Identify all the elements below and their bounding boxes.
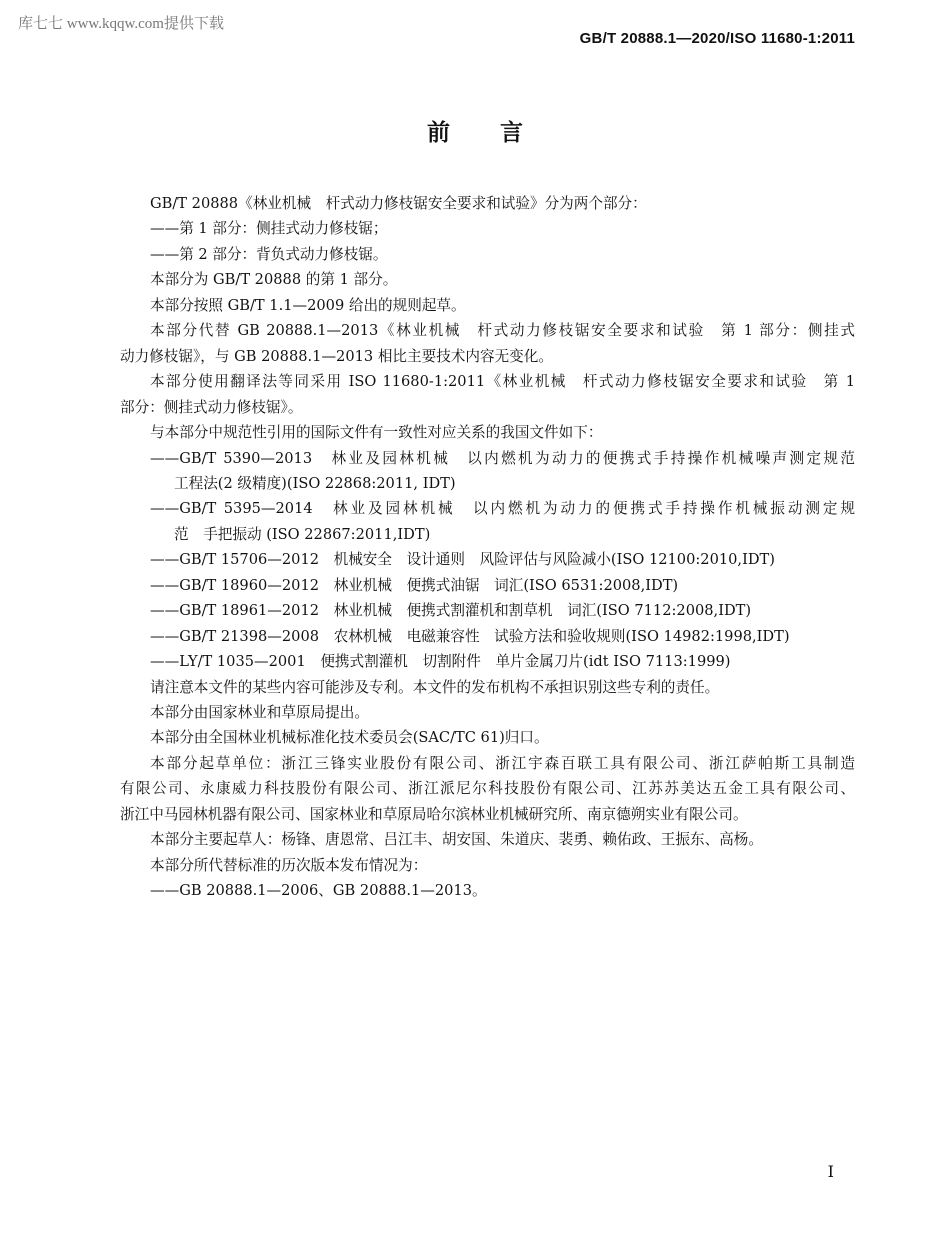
text-line: ——GB/T 18960—2012 林业机械 便携式油锯 词汇(ISO 6531:2008,IDT) [150, 576, 679, 594]
text-line: ——第 1 部分：侧挂式动力修枝锯； [150, 220, 388, 238]
text-line: 有限公司、永康威力科技股份有限公司、浙江派尼尔科技股份有限公司、江苏苏美达五金工具有限公司、 [120, 780, 855, 798]
text-line: ——GB/T 5390—2013 林业及园林机械 以内燃机为动力的便携式手持操作机械噪声测定规范 [150, 449, 855, 467]
text-line: ——LY/T 1035—2001 便携式割灌机 切割附件 单片金属刀片(idt ISO 7113:1999) [150, 653, 731, 671]
text-line: 本部分代替 GB 20888.1—2013《林业机械 杆式动力修枝锯安全要求和试验 第 1 部分：侧挂式 [150, 322, 855, 340]
page-title-text: 前言 [427, 120, 573, 146]
text-line: 浙江中马园林机器有限公司、国家林业和草原局哈尔滨林业机械研究所、南京德朔实业有限公司。 [120, 805, 748, 823]
text-line: 本部分起草单位：浙江三锋实业股份有限公司、浙江宇森百联工具有限公司、浙江萨帕斯工具制造 [150, 754, 855, 772]
text-line: 本部分所代替标准的历次版本发布情况为： [150, 856, 428, 874]
text-line: 本部分由国家林业和草原局提出。 [150, 704, 369, 721]
text-line: ——GB/T 21398—2008 农林机械 电磁兼容性 试验方法和验收规则(ISO 14982:1998,IDT) [150, 627, 790, 645]
page-title [0, 114, 950, 147]
text-line: 请注意本文件的某些内容可能涉及专利。本文件的发布机构不承担识别这些专利的责任。 [150, 678, 720, 696]
text-line: 部分：侧挂式动力修枝锯》。 [120, 398, 303, 416]
text-line: ——GB/T 5395—2014 林业及园林机械 以内燃机为动力的便携式手持操作机械振动测定规 [150, 500, 855, 518]
text-line: ——GB 20888.1—2006、GB 20888.1—2013。 [150, 882, 487, 900]
watermark: 库七七 www.kqqw.com提供下载 [18, 16, 224, 32]
page-number: I [827, 1162, 834, 1181]
text-line: 本部分由全国林业机械标准化技术委员会(SAC/TC 61)归口。 [150, 729, 549, 747]
standard-number-header: GB/T 20888.1—2020/ISO 11680-1:2011 [579, 30, 855, 47]
text-line: GB/T 20888《林业机械 杆式动力修枝锯安全要求和试验》分为两个部分： [150, 195, 647, 212]
text-line: 本部分按照 GB/T 1.1—2009 给出的规则起草。 [150, 296, 466, 314]
text-line: 本部分为 GB/T 20888 的第 1 部分。 [150, 271, 398, 289]
text-line: ——GB/T 18961—2012 林业机械 便携式割灌机和割草机 词汇(ISO 7112:2008,IDT) [150, 602, 752, 620]
text-line: 本部分主要起草人：杨锋、唐恩常、吕江丰、胡安国、朱道庆、裴勇、赖佑政、王振东、高杨。 [150, 831, 763, 849]
text-line: ——GB/T 15706—2012 机械安全 设计通则 风险评估与风险减小(ISO 12100:2010,IDT) [150, 551, 775, 569]
text-line: 范 手把振动 (ISO 22867:2011,IDT) [174, 525, 431, 543]
text-line: ——第 2 部分：背负式动力修枝锯。 [150, 245, 388, 263]
text-line: 动力修枝锯》，与 GB 20888.1—2013 相比主要技术内容无变化。 [120, 347, 553, 365]
text-line: 与本部分中规范性引用的国际文件有一致性对应关系的我国文件如下： [150, 424, 603, 442]
text-line: 本部分使用翻译法等同采用 ISO 11680-1:2011《林业机械 杆式动力修枝锯安全要求和试验 第 1 [150, 373, 855, 391]
text-line: 工程法(2 级精度)(ISO 22868:2011, IDT) [174, 474, 456, 492]
